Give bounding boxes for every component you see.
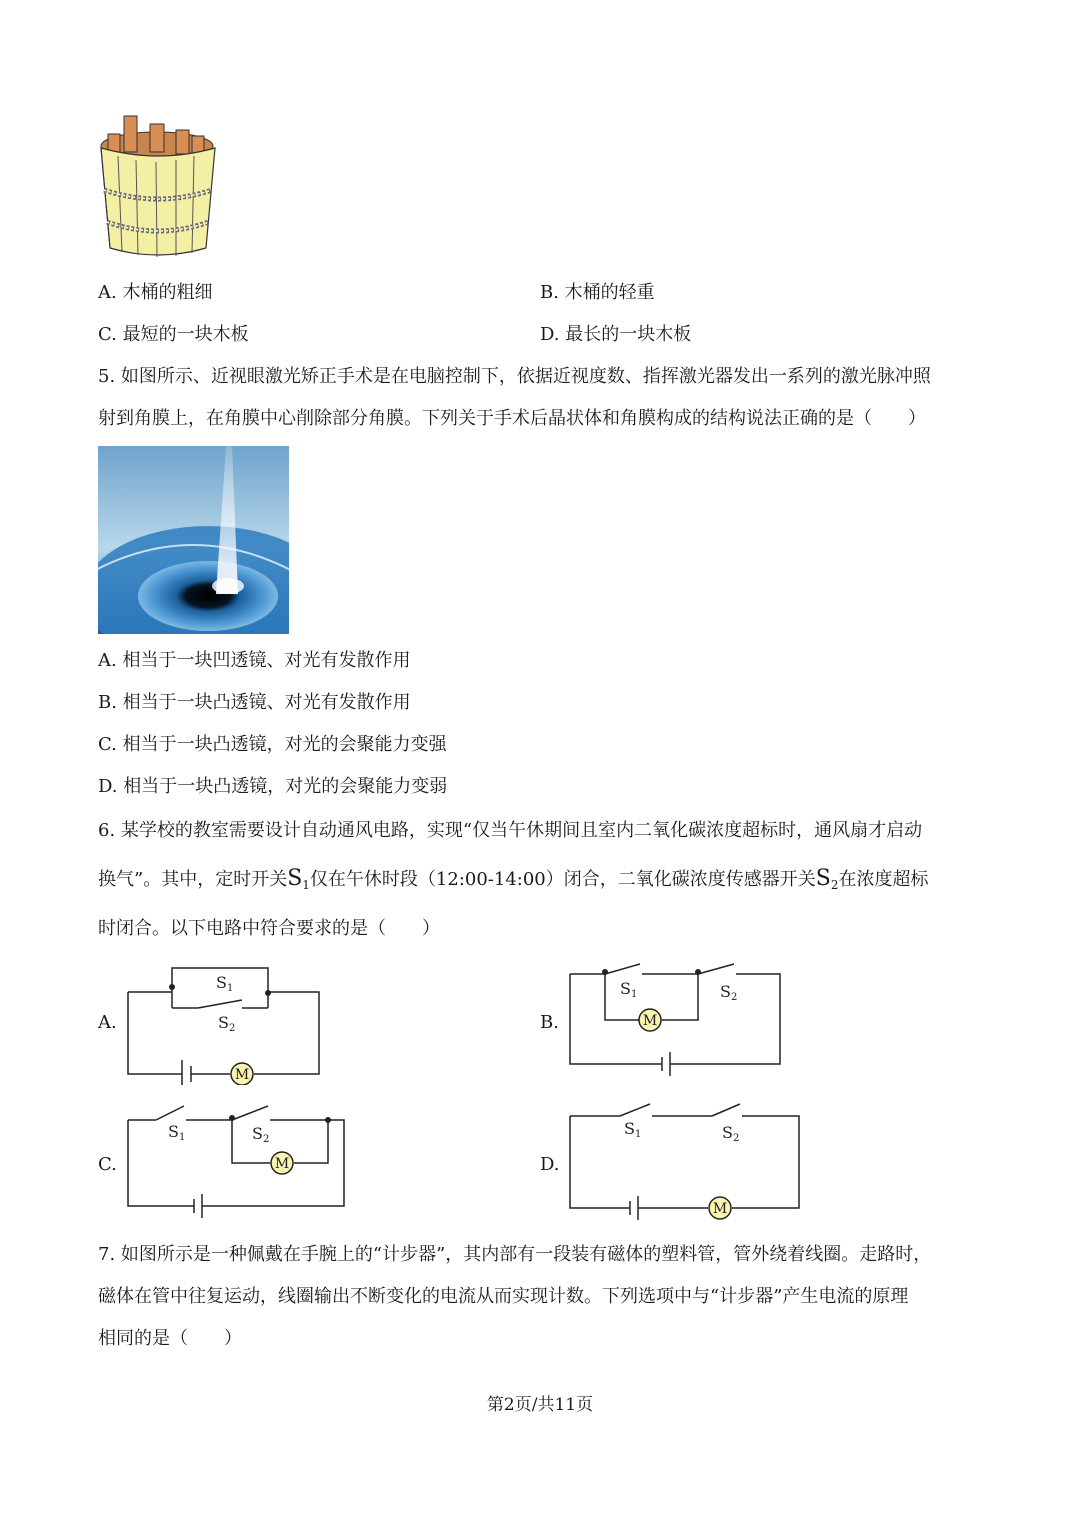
svg-text:2: 2 <box>229 1023 236 1034</box>
q6-option-c-label: C. <box>98 1154 117 1175</box>
circuit-d <box>562 1098 807 1228</box>
circuit-a <box>120 960 330 1085</box>
q7-stem-line1: 7. 如图所示是一种佩戴在手腕上的“计步器”，其内部有一段装有磁体的塑料管，管外绕着线圈。走路时， <box>98 1244 932 1265</box>
q6-s2-symbol: $S_2$ <box>815 866 839 892</box>
q6-stem-line2 <box>98 866 928 898</box>
svg-text:M: M <box>642 1013 658 1029</box>
q6-stem-line1: 6. 某学校的教室需要设计自动通风电路，实现“仅当午休期间且室内二氧化碳浓度超标时，通风扇才启动 <box>98 820 923 841</box>
q6-stem-line3: 时闭合。以下电路中符合要求的是（ ） <box>98 918 440 939</box>
svg-text:S: S <box>620 979 631 998</box>
q6-line2-part-b: 仅在午休时段（12:00-14:00）闭合，二氧化碳浓度传感器开关 <box>309 869 816 890</box>
q5-option-b: B. 相当于一块凸透镜、对光有发散作用 <box>98 692 411 713</box>
q5-stem-line1: 5. 如图所示、近视眼激光矫正手术是在电脑控制下，依据近视度数、指挥激光器发出一系列的激光脉冲照 <box>98 366 931 387</box>
svg-text:1: 1 <box>227 983 234 994</box>
svg-text:1: 1 <box>631 989 638 1000</box>
q6-line2-part-c: 在浓度超标 <box>838 869 929 890</box>
circuit-c <box>120 1100 350 1225</box>
svg-text:S: S <box>216 973 227 992</box>
q5-option-a: A. 相当于一块凹透镜、对光有发散作用 <box>98 650 411 671</box>
svg-text:M: M <box>274 1156 290 1172</box>
page-footer: 第2页/共11页 <box>486 1395 594 1415</box>
svg-text:S: S <box>218 1013 229 1032</box>
svg-text:1: 1 <box>179 1132 186 1143</box>
q4-option-c: C. 最短的一块木板 <box>98 324 249 345</box>
q6-option-a-label: A. <box>98 1012 117 1033</box>
q6-option-d-label: D. <box>540 1154 560 1175</box>
q5-option-c: C. 相当于一块凸透镜，对光的会聚能力变强 <box>98 734 447 755</box>
q6-line2-part-a: 换气”。其中，定时开关 <box>98 869 288 890</box>
q4-option-d: D. 最长的一块木板 <box>540 324 692 345</box>
q4-option-a: A. 木桶的粗细 <box>98 282 213 303</box>
svg-text:2: 2 <box>731 992 738 1003</box>
svg-text:2: 2 <box>263 1134 270 1145</box>
q7-stem-line3: 相同的是（ ） <box>98 1328 242 1349</box>
circuit-b <box>562 960 787 1085</box>
svg-text:S: S <box>720 982 731 1001</box>
q6-option-b-label: B. <box>540 1012 559 1033</box>
q6-s1-symbol: $S_1$ <box>287 866 310 892</box>
svg-text:S: S <box>722 1123 733 1142</box>
laser-eye-surgery-image <box>98 446 289 634</box>
svg-text:M: M <box>234 1067 250 1083</box>
wooden-barrel-figure <box>96 112 221 260</box>
svg-text:S: S <box>168 1122 179 1141</box>
svg-text:S: S <box>252 1124 263 1143</box>
q4-option-b: B. 木桶的轻重 <box>540 282 655 303</box>
svg-text:M: M <box>712 1201 728 1217</box>
svg-text:2: 2 <box>733 1133 740 1144</box>
svg-text:S: S <box>624 1119 635 1138</box>
wooden-barrel-icon <box>101 116 215 257</box>
q5-option-d: D. 相当于一块凸透镜，对光的会聚能力变弱 <box>98 776 448 797</box>
q5-stem-line2: 射到角膜上，在角膜中心削除部分角膜。下列关于手术后晶状体和角膜构成的结构说法正确的是（ ） <box>98 408 926 429</box>
svg-text:1: 1 <box>635 1129 642 1140</box>
q7-stem-line2: 磁体在管中往复运动，线圈输出不断变化的电流从而实现计数。下列选项中与“计步器”产生电流的原理 <box>98 1286 909 1307</box>
